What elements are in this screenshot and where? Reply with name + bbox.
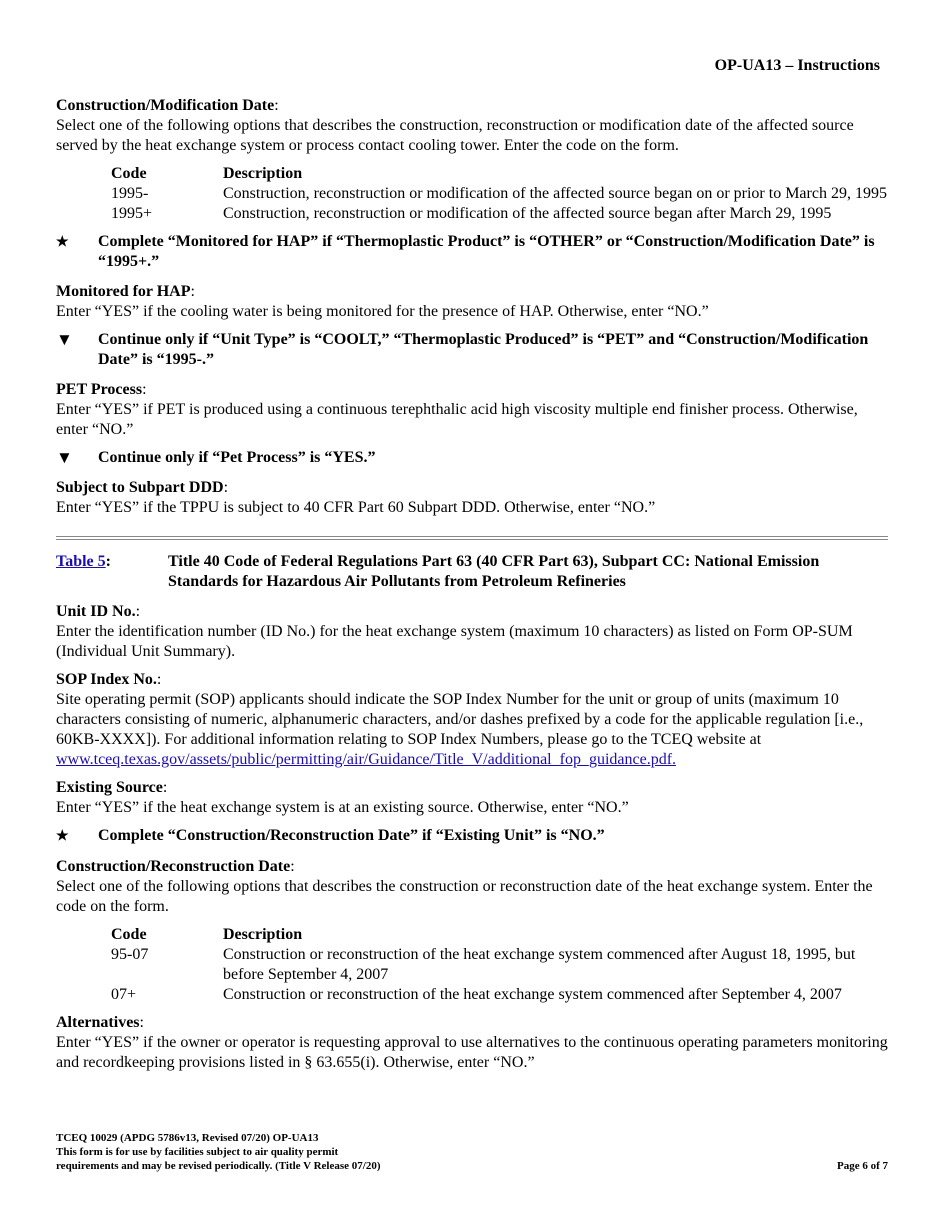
- tceq-guidance-link[interactable]: www.tceq.texas.gov/assets/public/permitting/air/Guidance/Title_V/additional_fop_guidance.pdf.: [56, 751, 677, 768]
- code-header: Code: [111, 165, 147, 182]
- field-description: Enter “YES” if the heat exchange system is at an existing source. Otherwise, enter “NO.”: [56, 799, 629, 816]
- code-cell: 07+: [111, 986, 137, 1003]
- page-number: Page 6 of 7: [836, 1160, 888, 1172]
- field-description: Enter “YES” if the cooling water is being monitored for the presence of HAP. Otherwise, enter “NO.”: [56, 303, 709, 320]
- field-monitored-for-hap: Monitored for HAP: Enter “YES” if the cooling water is being monitored for the presence of HAP. Otherwise, enter “NO.”: [56, 282, 888, 322]
- field-alternatives: Alternatives: Enter “YES” if the owner or operator is requesting approval to use alternatives to the continuous operating parameters monitoring and recordkeeping provisions listed in § 63.655(i). Otherwise, enter “NO.”: [56, 1014, 888, 1071]
- page-footer: [56, 1131, 888, 1173]
- code-cell: 95-07: [111, 946, 149, 963]
- footer-form-id: TCEQ 10029 (APDG 5786v13, Revised 07/20) OP-UA13: [56, 1132, 319, 1144]
- instruction-text: Complete “Construction/Reconstruction Date” if “Existing Unit” is “NO.”: [98, 827, 605, 844]
- triangle-down-icon: ▼: [56, 330, 73, 349]
- instruction-continue: [56, 330, 888, 370]
- field-description: Select one of the following options that describes the construction, reconstruction or modification date of the affected source served by the heat exchange system or process contact cooling tower. Enter the code on the form.: [56, 117, 854, 154]
- section-divider: [56, 536, 888, 540]
- star-icon: ★: [56, 235, 69, 250]
- instruction-text: Complete “Monitored for HAP” if “Thermoplastic Product” is “OTHER” or “Construction/Modification Date” is “1995+.”: [98, 233, 875, 270]
- footer-notice-line2: requirements and may be revised periodically. (Title V Release 07/20): [56, 1160, 381, 1172]
- field-name: SOP Index No.: [56, 671, 157, 688]
- description-header: Description: [223, 926, 303, 943]
- field-construction-modification-date: Construction/Modification Date: Select one of the following options that describes the construction, reconstruction or modification date of the affected source served by the heat exchange system or process contact cooling tower. Enter the code on the form.: [56, 96, 888, 156]
- table-row: [111, 184, 887, 204]
- table-row: [111, 985, 888, 1005]
- table-5-title: Title 40 Code of Federal Regulations Part 63 (40 CFR Part 63), Subpart CC: National Emission Standards for Hazardous Air Pollutants from Petroleum Refineries: [168, 553, 820, 590]
- field-name: Construction/Modification Date: [56, 97, 275, 114]
- code-header: Code: [111, 926, 147, 943]
- field-description: Select one of the following options that describes the construction or reconstruction date of the heat exchange system. Enter the code on the form.: [56, 878, 873, 915]
- instruction-complete: [56, 826, 888, 847]
- field-name: PET Process: [56, 381, 143, 398]
- page-content: [56, 96, 888, 1081]
- field-construction-reconstruction-date: Construction/Reconstruction Date: Select one of the following options that describes the construction or reconstruction date of the heat exchange system. Enter the code on the form.: [56, 857, 888, 917]
- field-name: Existing Source: [56, 779, 163, 796]
- instruction-complete: [56, 232, 888, 272]
- table-5-heading: Table 5: Title 40 Code of Federal Regulations Part 63 (40 CFR Part 63), Subpart CC: National Emission Standards for Hazardous Air Pollutants from Petroleum Refineries: [56, 552, 888, 592]
- field-existing-source: Existing Source: Enter “YES” if the heat exchange system is at an existing source. Otherwise, enter “NO.”: [56, 778, 888, 818]
- field-description: Enter “YES” if the TPPU is subject to 40 CFR Part 60 Subpart DDD. Otherwise, enter “NO.”: [56, 499, 656, 516]
- description-cell: Construction or reconstruction of the heat exchange system commenced after August 18, 1995, but before September 4, 2007: [223, 946, 856, 983]
- triangle-down-icon: ▼: [56, 448, 73, 467]
- footer-notice-line1: This form is for use by facilities subject to air quality permit: [56, 1146, 339, 1158]
- field-unit-id: Unit ID No.: Enter the identification number (ID No.) for the heat exchange system (maximum 10 characters) as listed on Form OP-SUM (Individual Unit Summary).: [56, 602, 888, 662]
- instruction-continue: [56, 448, 888, 468]
- field-name: Monitored for HAP: [56, 283, 191, 300]
- star-icon: ★: [56, 829, 69, 844]
- field-description: Enter the identification number (ID No.) for the heat exchange system (maximum 10 characters) as listed on Form OP-SUM (Individual Unit Summary).: [56, 623, 853, 660]
- description-header: Description: [223, 165, 303, 182]
- code-cell: 1995+: [111, 205, 153, 222]
- field-subject-to-subpart-ddd: Subject to Subpart DDD: Enter “YES” if the TPPU is subject to 40 CFR Part 60 Subpart DDD. Otherwise, enter “NO.”: [56, 478, 888, 518]
- code-table: [111, 164, 887, 224]
- field-description: Enter “YES” if the owner or operator is requesting approval to use alternatives to the continuous operating parameters monitoring and recordkeeping provisions listed in § 63.655(i). Otherwise, enter “NO.”: [56, 1034, 888, 1071]
- field-description: Site operating permit (SOP) applicants should indicate the SOP Index Number for the unit or group of units (maximum 10 characters consisting of numeric, alphanumeric characters, and/or dashes prefixed by a code for the applicable regulation [i.e., 60KB-XXXX]). For additional information relating to SOP Index Numbers, please go to the TCEQ website at: [56, 691, 864, 748]
- table-row: [111, 945, 888, 985]
- instruction-text: Continue only if “Pet Process” is “YES.”: [98, 449, 376, 466]
- field-description: Enter “YES” if PET is produced using a continuous terephthalic acid high viscosity multiple end finisher process. Otherwise, enter “NO.”: [56, 401, 858, 438]
- field-sop-index: SOP Index No.: Site operating permit (SOP) applicants should indicate the SOP Index Number for the unit or group of units (maximum 10 characters consisting of numeric, alphanumeric characters, and/or dashes prefixed by a code for the applicable regulation [i.e., 60KB-XXXX]). For additional information relating to SOP Index Numbers, please go to the TCEQ website at www.tceq.texas.gov/assets/public/permitting/air/Guidance/Title_V/additional_fop_guidance.pdf.: [56, 671, 864, 768]
- field-name: Subject to Subpart DDD: [56, 479, 224, 496]
- document-page: [56, 0, 888, 1230]
- description-cell: Construction, reconstruction or modification of the affected source began on or prior to March 29, 1995: [223, 185, 887, 202]
- code-table: [111, 925, 888, 1005]
- table-row: [111, 204, 887, 224]
- instruction-text: Continue only if “Unit Type” is “COOLT,” “Thermoplastic Produced” is “PET” and “Construction/Modification Date” is “1995-.”: [98, 331, 869, 368]
- table-5-link[interactable]: Table 5: [56, 553, 106, 570]
- code-cell: 1995-: [111, 185, 149, 202]
- field-name: Unit ID No.: [56, 603, 136, 620]
- field-pet-process: PET Process: Enter “YES” if PET is produced using a continuous terephthalic acid high viscosity multiple end finisher process. Otherwise, enter “NO.”: [56, 380, 888, 440]
- field-name: Alternatives: [56, 1014, 140, 1031]
- field-name: Construction/Reconstruction Date: [56, 858, 291, 875]
- page-header: OP-UA13 – Instructions: [714, 57, 880, 74]
- description-cell: Construction or reconstruction of the heat exchange system commenced after September 4, 2007: [223, 986, 842, 1003]
- description-cell: Construction, reconstruction or modification of the affected source began after March 29, 1995: [223, 205, 832, 222]
